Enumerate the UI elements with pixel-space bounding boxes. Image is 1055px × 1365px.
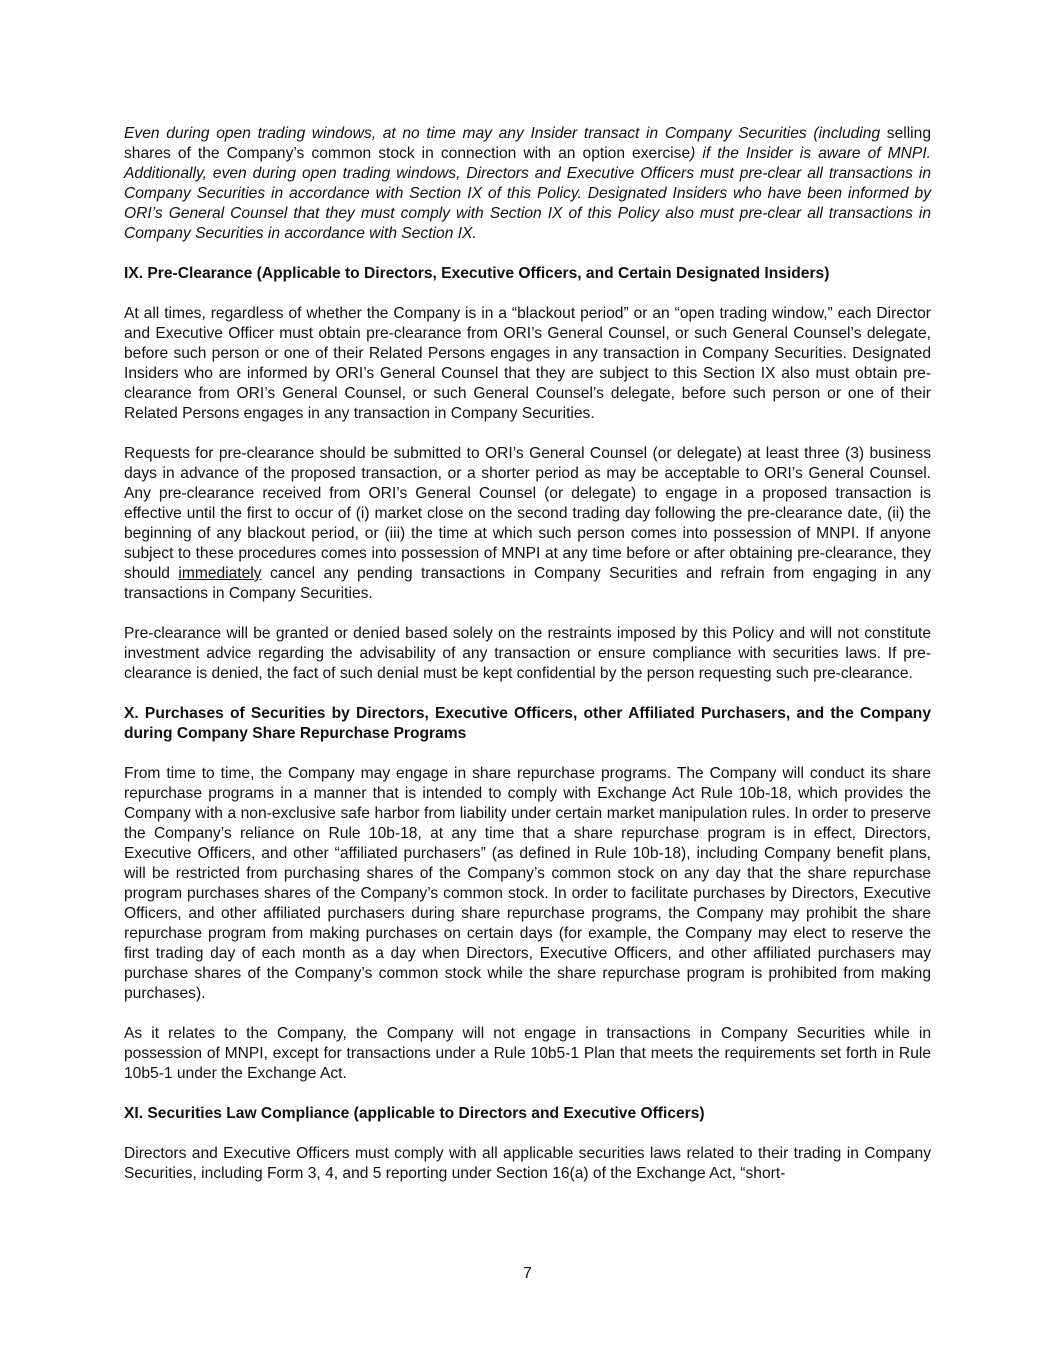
section-x-heading: X. Purchases of Securities by Directors, Executive Officers, other Affiliated Purchasers, and the Company during Company Share Repurchase Programs xyxy=(124,705,931,742)
section-ix-paragraph-2 xyxy=(124,444,931,604)
section-ix-heading: IX. Pre-Clearance (Applicable to Directors, Executive Officers, and Certain Designated Insiders) xyxy=(124,265,830,282)
section-ix-paragraph-3: Pre-clearance will be granted or denied based solely on the restraints imposed by this Policy and will not constitute investment advice regarding the advisability of any transaction or ensure compliance with securities laws. If pre-clearance is denied, the fact of such denial must be kept confidential by the person requesting such pre-clearance. xyxy=(124,625,931,682)
page-number: 7 xyxy=(523,1265,532,1282)
section-xi-heading: XI. Securities Law Compliance (applicable to Directors and Executive Officers) xyxy=(124,1105,705,1122)
section-ix-paragraph-2-part-b: cancel any pending transactions in Company Securities and refrain from engaging in any transactions in Company Securities. xyxy=(124,565,931,602)
section-ix-paragraph-1: At all times, regardless of whether the Company is in a “blackout period” or an “open trading window,” each Director and Executive Officer must obtain pre-clearance from ORI’s General Counsel, or such General Counsel’s delegate, before such person or one of their Related Persons engages in any transaction in Company Securities. Designated Insiders who are informed by ORI’s General Counsel that they are subject to this Section IX also must obtain pre-clearance from ORI’s General Counsel, or such General Counsel’s delegate, before such person or one of their Related Persons engages in any transaction in Company Securities. xyxy=(124,305,931,422)
section-x-paragraph-1: From time to time, the Company may engage in share repurchase programs. The Company will conduct its share repurchase programs in a manner that is intended to comply with Exchange Act Rule 10b-18, which provides the Company with a non-exclusive safe harbor from liability under certain market manipulation rules. In order to preserve the Company’s reliance on Rule 10b-18, at any time that a share repurchase program is in effect, Directors, Executive Officers, and other “affiliated purchasers” (as defined in Rule 10b-18), including Company benefit plans, will be restricted from purchasing shares of the Company’s common stock on any day that the share repurchase program purchases shares of the Company’s common stock. In order to facilitate purchases by Directors, Executive Officers, and other affiliated purchasers during share repurchase programs, the Company may prohibit the share repurchase program from making purchases on certain days (for example, the Company may elect to reserve the first trading day of each month as a day when Directors, Executive Officers, and other affiliated purchasers may purchase shares of the Company’s common stock while the share repurchase program is prohibited from making purchases). xyxy=(124,765,931,1002)
document-page xyxy=(124,124,931,1204)
section-ix-paragraph-2-part-a: Requests for pre-clearance should be submitted to ORI’s General Counsel (or delegate) at least three (3) business days in advance of the proposed transaction, or a shorter period as may be acceptable to ORI’s General Counsel. Any pre-clearance received from ORI’s General Counsel (or delegate) to engage in a proposed transaction is effective until the first to occur of (i) market close on the second trading day following the pre-clearance date, (ii) the beginning of any blackout period, or (iii) the time at which such person comes into possession of MNPI. If anyone subject to these procedures comes into possession of MNPI at any time before or after obtaining pre-clearance, they should xyxy=(124,445,931,582)
intro-italic-1: Even during open trading windows, at no time may any Insider transact in Company Securities (including xyxy=(124,125,881,142)
immediately-underlined: immediately xyxy=(178,565,262,582)
intro-plain-1: selling shares of the Company’s common stock in connection with an option exercise xyxy=(124,125,931,162)
section-x-paragraph-2: As it relates to the Company, the Company will not engage in transactions in Company Securities while in possession of MNPI, except for transactions under a Rule 10b5-1 Plan that meets the requirements set forth in Rule 10b5-1 under the Exchange Act. xyxy=(124,1025,931,1082)
intro-italic-2: ) if the Insider is aware of MNPI. Additionally, even during open trading windows, Directors and Executive Officers must pre-clear all transactions in Company Securities in accordance with Section IX of this Policy. Designated Insiders who have been informed by ORI’s General Counsel that they must comply with Section IX of this Policy also must pre-clear all transactions in Company Securities in accordance with Section IX. xyxy=(124,145,931,242)
section-xi-paragraph-1: Directors and Executive Officers must comply with all applicable securities laws related to their trading in Company Securities, including Form 3, 4, and 5 reporting under Section 16(a) of the Exchange Act, “short- xyxy=(124,1145,931,1182)
intro-paragraph xyxy=(124,124,931,244)
